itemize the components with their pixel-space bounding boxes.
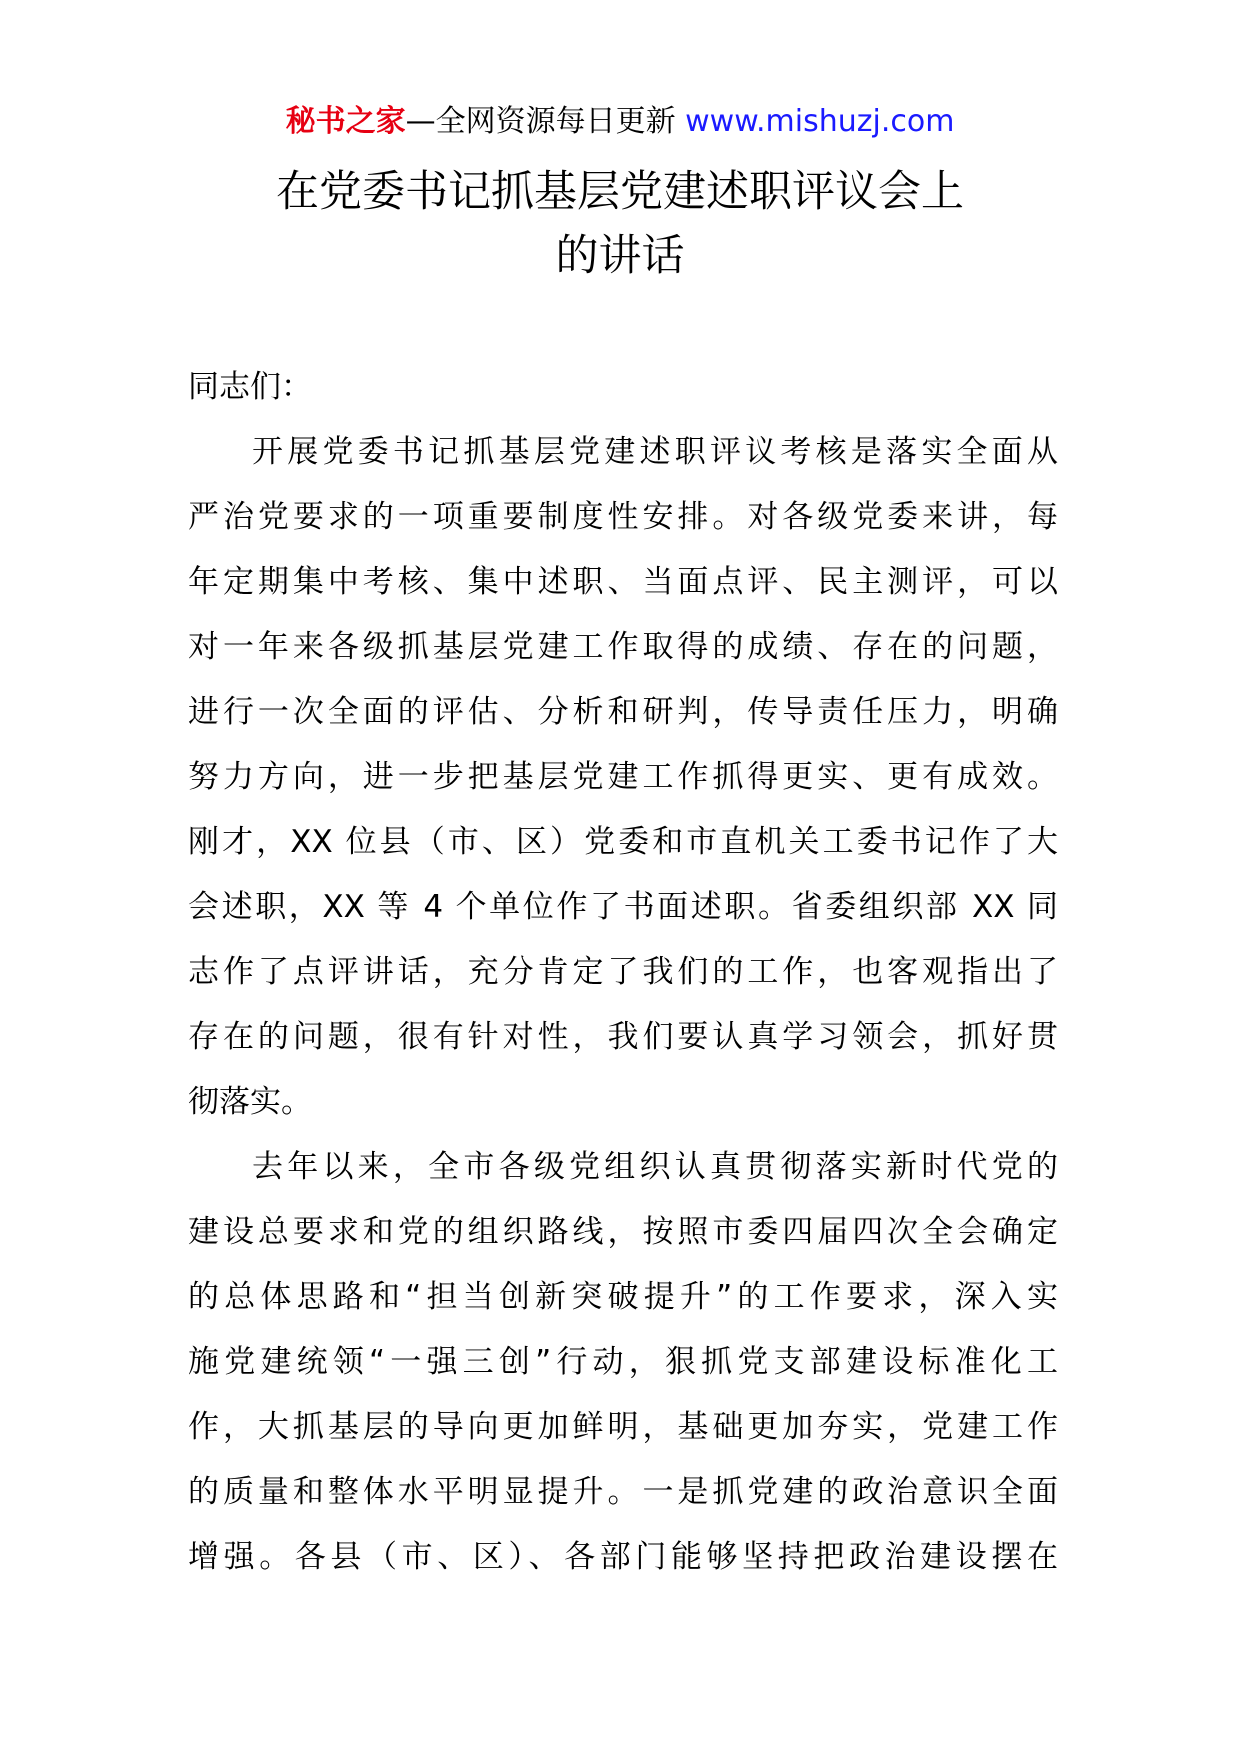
paragraph-line: 对一年来各级抓基层党建工作取得的成绩、存在的问题，	[188, 629, 1058, 665]
site-header	[0, 100, 1240, 144]
paragraph-2	[188, 1135, 1058, 1590]
title-line-1: 在党委书记抓基层党建述职评议会上	[276, 167, 964, 217]
paragraph-line: 存在的问题，很有针对性，我们要认真学习领会，抓好贯	[188, 1019, 1058, 1055]
paragraph-line: 年定期集中考核、集中述职、当面点评、民主测评，可以	[188, 564, 1058, 600]
paragraph-line: 去年以来，全市各级党组织认真贯彻落实新时代党的	[252, 1149, 1058, 1185]
paragraph-line: 建设总要求和党的组织路线，按照市委四届四次全会确定	[188, 1214, 1058, 1250]
title-line-2: 的讲话	[555, 231, 685, 281]
document-body	[188, 355, 1058, 1590]
paragraph-line: 刚才，XX 位县（市、区）党委和市直机关工委书记作了大	[188, 824, 1058, 860]
brand-name: 秘书之家	[285, 104, 406, 139]
paragraph-line: 开展党委书记抓基层党建述职评议考核是落实全面从	[252, 434, 1058, 470]
paragraph-line: 会述职，XX 等 4 个单位作了书面述职。省委组织部 XX 同	[188, 889, 1058, 925]
paragraph-line: 的总体思路和“担当创新突破提升”的工作要求，深入实	[188, 1279, 1058, 1315]
paragraph-1	[188, 420, 1058, 1135]
paragraph-line: 进行一次全面的评估、分析和研判，传导责任压力，明确	[188, 694, 1058, 730]
paragraph-line: 彻落实。	[188, 1084, 312, 1120]
site-url-link[interactable]: www.mishuzj.com	[685, 104, 955, 139]
paragraph-line: 努力方向，进一步把基层党建工作抓得更实、更有成效。	[188, 759, 1058, 795]
salutation: 同志们：	[188, 369, 312, 405]
paragraph-line: 严治党要求的一项重要制度性安排。对各级党委来讲，每	[188, 499, 1058, 535]
header-tagline: —全网资源每日更新	[405, 104, 676, 139]
document-title	[0, 160, 1240, 288]
paragraph-line: 的质量和整体水平明显提升。一是抓党建的政治意识全面	[188, 1474, 1058, 1510]
paragraph-line: 作，大抓基层的导向更加鲜明，基础更加夯实，党建工作	[188, 1409, 1058, 1445]
paragraph-line: 志作了点评讲话，充分肯定了我们的工作，也客观指出了	[188, 954, 1058, 990]
paragraph-line: 施党建统领“一强三创”行动，狠抓党支部建设标准化工	[188, 1344, 1058, 1380]
paragraph-line: 增强。各县（市、区）、各部门能够坚持把政治建设摆在	[188, 1539, 1058, 1575]
